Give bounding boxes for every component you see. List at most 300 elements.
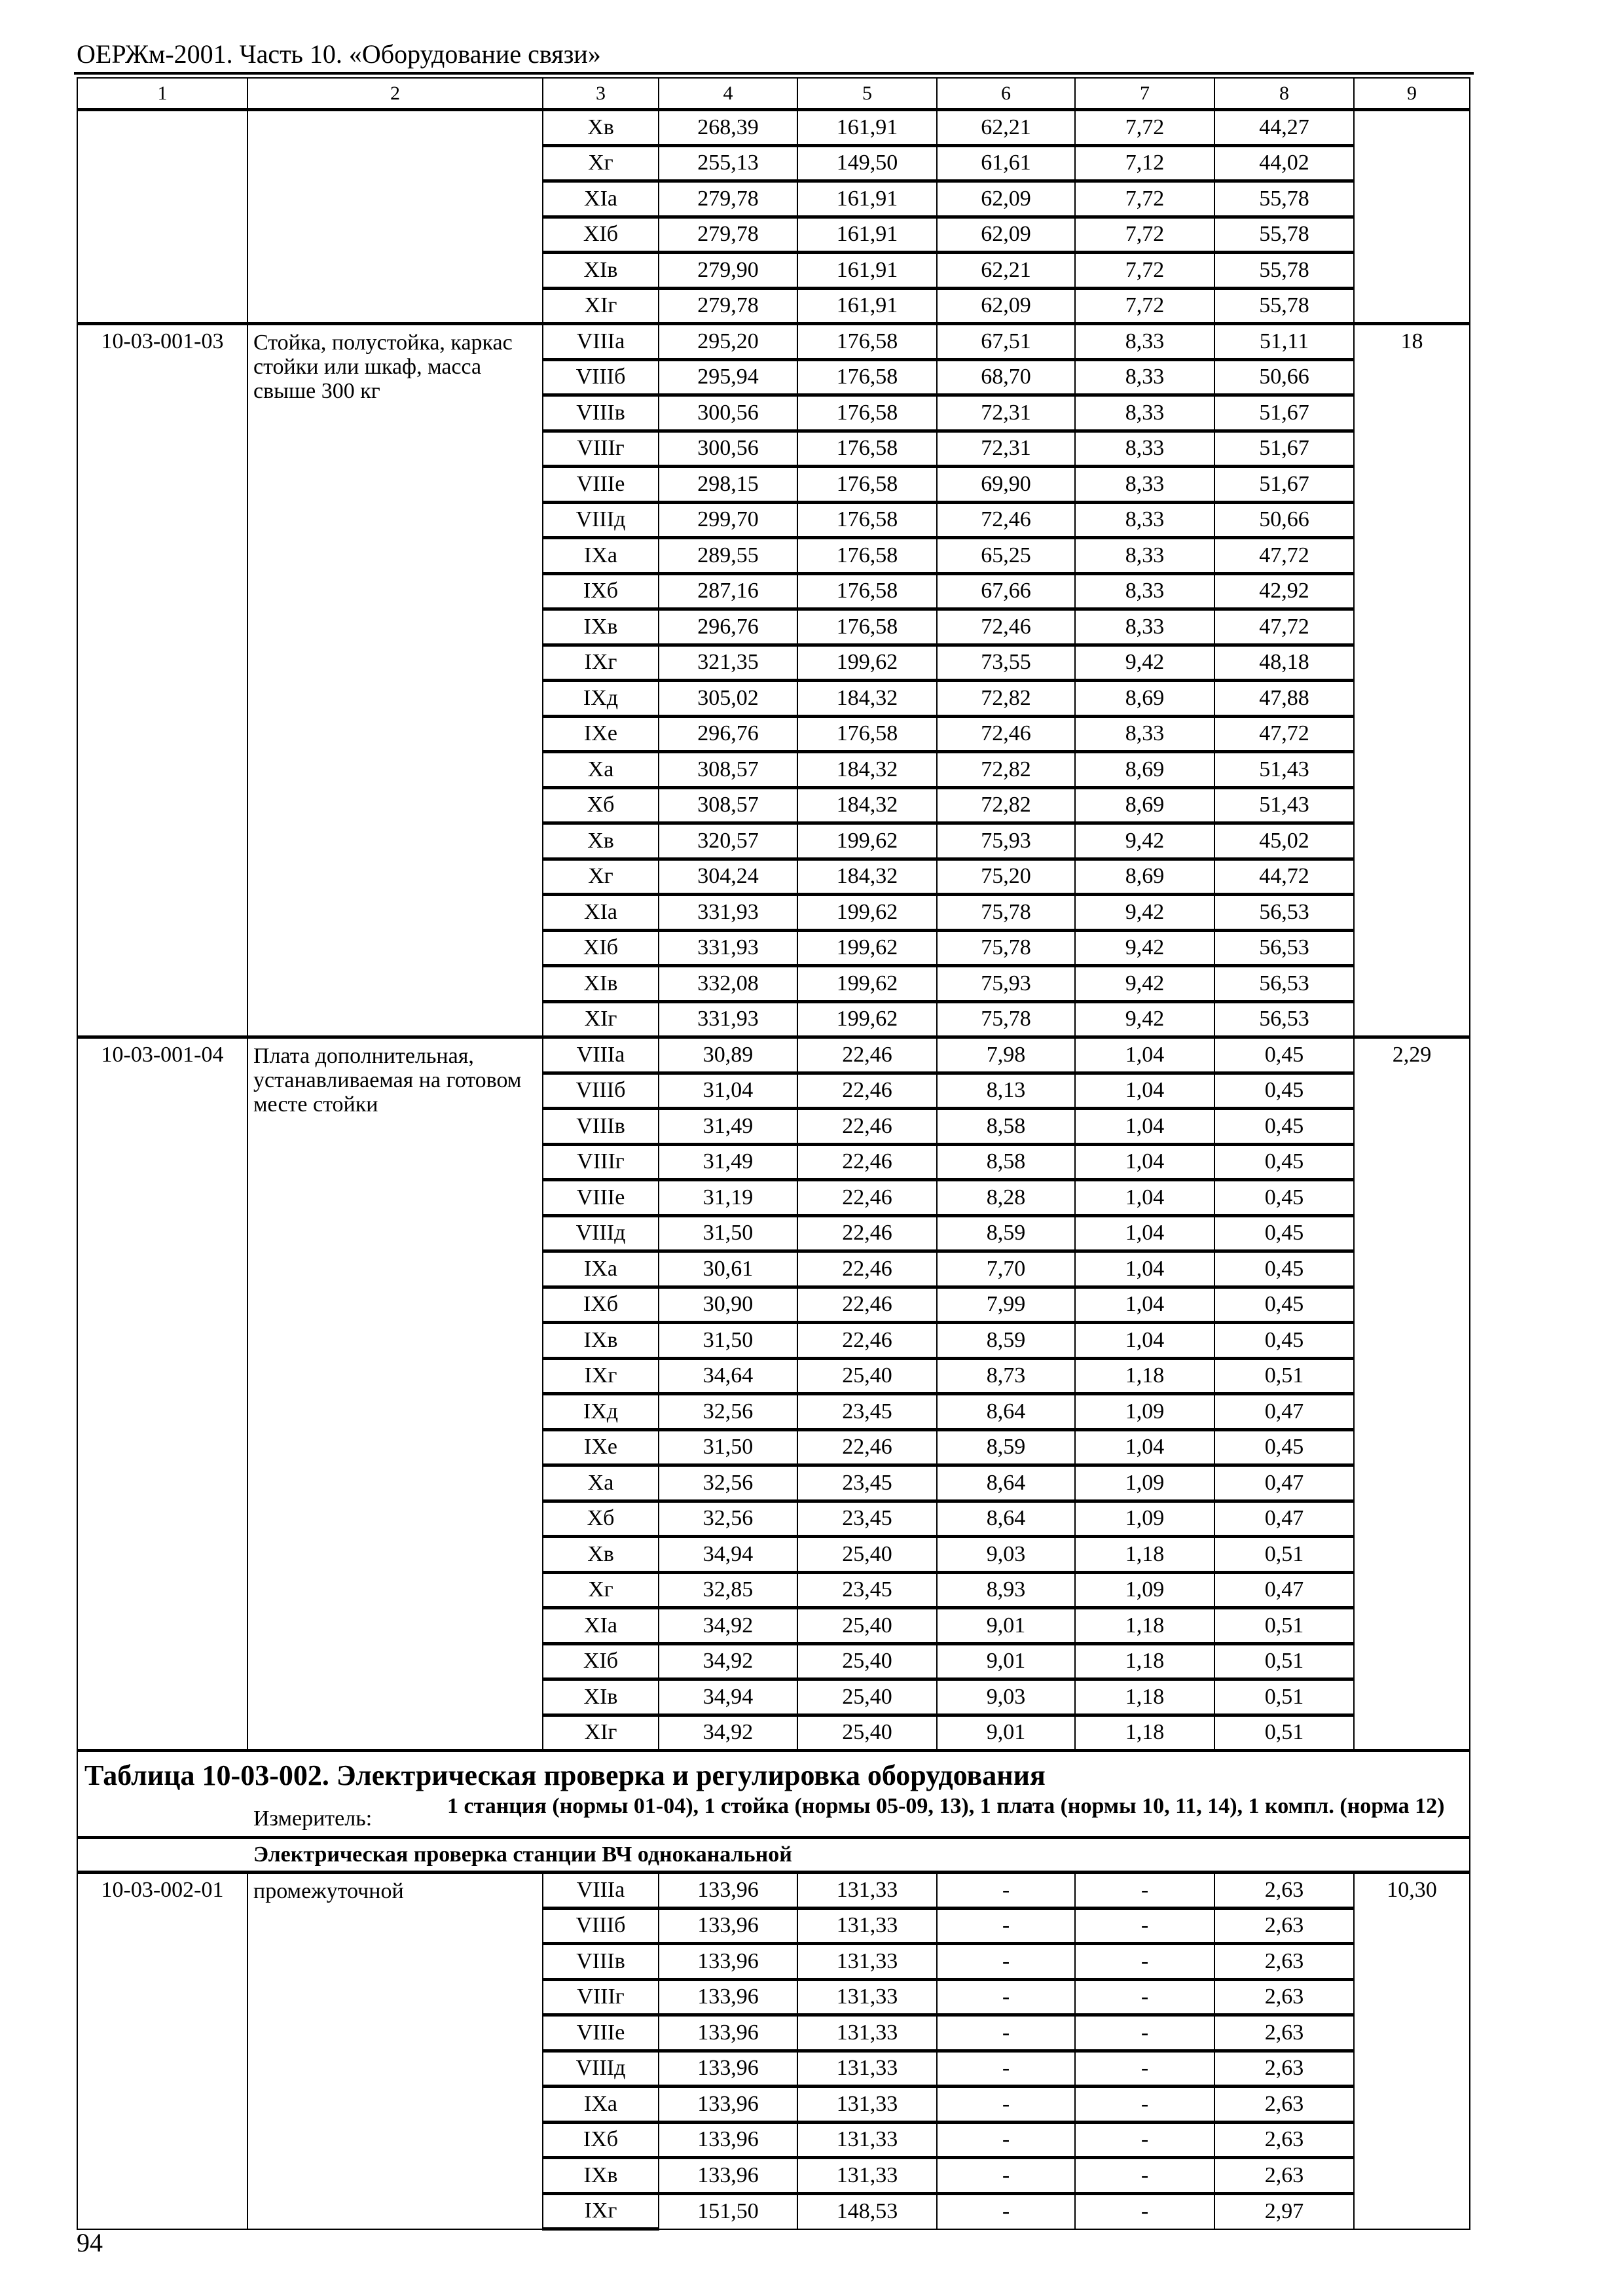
total-cost: 133,96 [659, 1944, 797, 1980]
total-cost: 31,19 [659, 1180, 797, 1216]
labor-cost: 23,45 [797, 1572, 937, 1608]
labor-cost: 199,62 [797, 966, 937, 1002]
machinist-wage: - [1075, 2051, 1214, 2087]
machinist-wage: 9,42 [1075, 645, 1214, 681]
machine-cost: 62,09 [937, 288, 1075, 324]
materials-cost: 55,78 [1214, 217, 1354, 253]
materials-cost: 2,63 [1214, 2122, 1354, 2158]
machine-cost: 8,59 [937, 1429, 1075, 1465]
machine-cost: 62,21 [937, 253, 1075, 289]
total-cost: 30,90 [659, 1287, 797, 1323]
materials-cost: 0,47 [1214, 1501, 1354, 1537]
materials-cost: 45,02 [1214, 823, 1354, 859]
labor-cost: 161,91 [797, 288, 937, 324]
region-code: XIб [543, 217, 659, 253]
region-code: VIIIа [543, 1037, 659, 1073]
region-code: VIIIг [543, 1144, 659, 1180]
materials-cost: 51,43 [1214, 787, 1354, 823]
labor-cost: 25,40 [797, 1358, 937, 1394]
region-code: XIв [543, 1679, 659, 1715]
region-code: VIIIа [543, 1873, 659, 1909]
total-cost: 34,64 [659, 1358, 797, 1394]
machine-cost: 67,66 [937, 573, 1075, 609]
labor-cost: 176,58 [797, 324, 937, 360]
materials-cost: 44,27 [1214, 110, 1354, 146]
materials-cost: 51,67 [1214, 431, 1354, 467]
region-code: IXб [543, 573, 659, 609]
machinist-wage: 8,33 [1075, 395, 1214, 431]
machinist-wage: 8,69 [1075, 859, 1214, 895]
labor-cost: 22,46 [797, 1429, 937, 1465]
labor-cost: 25,40 [797, 1537, 937, 1573]
labor-cost: 199,62 [797, 645, 937, 681]
total-cost: 289,55 [659, 538, 797, 574]
materials-cost: 2,63 [1214, 1908, 1354, 1944]
labor-cost: 199,62 [797, 895, 937, 931]
total-cost: 308,57 [659, 787, 797, 823]
materials-cost: 47,72 [1214, 716, 1354, 752]
machinist-wage: 7,72 [1075, 253, 1214, 289]
total-cost: 255,13 [659, 145, 797, 181]
labor-cost: 176,58 [797, 716, 937, 752]
total-cost: 133,96 [659, 2158, 797, 2194]
column-number: 5 [797, 78, 937, 110]
total-cost: 31,50 [659, 1323, 797, 1359]
labor-cost: 131,33 [797, 2122, 937, 2158]
machine-cost: - [937, 2051, 1075, 2087]
labor-hours: 2,29 [1354, 1037, 1470, 1751]
total-cost: 279,78 [659, 181, 797, 217]
total-cost: 332,08 [659, 966, 797, 1002]
total-cost: 30,89 [659, 1037, 797, 1073]
materials-cost: 47,88 [1214, 681, 1354, 717]
machinist-wage: 8,69 [1075, 681, 1214, 717]
labor-cost: 149,50 [797, 145, 937, 181]
materials-cost: 42,92 [1214, 573, 1354, 609]
total-cost: 133,96 [659, 2015, 797, 2051]
machine-cost: 8,93 [937, 1572, 1075, 1608]
region-code: VIIIб [543, 1908, 659, 1944]
total-cost: 299,70 [659, 502, 797, 538]
region-code: VIIIд [543, 2051, 659, 2087]
machine-cost: 8,73 [937, 1358, 1075, 1394]
machine-cost: 62,09 [937, 217, 1075, 253]
materials-cost: 56,53 [1214, 966, 1354, 1002]
total-cost: 31,50 [659, 1215, 797, 1251]
machinist-wage: 1,04 [1075, 1037, 1214, 1073]
materials-cost: 51,67 [1214, 395, 1354, 431]
total-cost: 295,20 [659, 324, 797, 360]
labor-cost: 148,53 [797, 2193, 937, 2229]
machine-cost: 75,78 [937, 930, 1075, 966]
norm-description: Стойка, полустойка, каркас стойки или шкаф, масса свыше 300 кг [247, 324, 543, 1037]
header-rule [74, 72, 1474, 75]
materials-cost: 0,47 [1214, 1465, 1354, 1501]
labor-cost: 23,45 [797, 1465, 937, 1501]
machine-cost: 75,78 [937, 895, 1075, 931]
column-number: 9 [1354, 78, 1470, 110]
region-code: Xв [543, 1537, 659, 1573]
total-cost: 133,96 [659, 1979, 797, 2015]
total-cost: 151,50 [659, 2193, 797, 2229]
region-code: IXд [543, 1394, 659, 1430]
machine-cost: 75,20 [937, 859, 1075, 895]
norm-code [77, 110, 247, 324]
machine-cost: 68,70 [937, 359, 1075, 395]
materials-cost: 51,67 [1214, 467, 1354, 503]
machinist-wage: 1,09 [1075, 1465, 1214, 1501]
region-code: XIа [543, 181, 659, 217]
labor-cost: 25,40 [797, 1608, 937, 1644]
machinist-wage: 9,42 [1075, 1001, 1214, 1037]
labor-cost: 131,33 [797, 2051, 937, 2087]
machine-cost: 8,28 [937, 1180, 1075, 1216]
materials-cost: 0,51 [1214, 1715, 1354, 1751]
machinist-wage: 1,18 [1075, 1679, 1214, 1715]
total-cost: 279,78 [659, 217, 797, 253]
column-number: 4 [659, 78, 797, 110]
table-row [77, 324, 1470, 360]
total-cost: 32,85 [659, 1572, 797, 1608]
region-code: XIб [543, 930, 659, 966]
labor-cost: 176,58 [797, 395, 937, 431]
labor-cost: 161,91 [797, 217, 937, 253]
materials-cost: 55,78 [1214, 288, 1354, 324]
column-number: 1 [77, 78, 247, 110]
region-code: IXе [543, 1429, 659, 1465]
machinist-wage: 1,04 [1075, 1180, 1214, 1216]
materials-cost: 0,51 [1214, 1643, 1354, 1679]
materials-cost: 0,51 [1214, 1679, 1354, 1715]
subsection-title: Электрическая проверка станции ВЧ одноканальной [253, 1842, 792, 1867]
labor-cost: 176,58 [797, 538, 937, 574]
region-code: VIIIг [543, 431, 659, 467]
total-cost: 34,92 [659, 1608, 797, 1644]
total-cost: 296,76 [659, 716, 797, 752]
region-code: XIв [543, 253, 659, 289]
machinist-wage: 1,04 [1075, 1215, 1214, 1251]
region-code: VIIIг [543, 1979, 659, 2015]
machine-cost: 73,55 [937, 645, 1075, 681]
machine-cost: - [937, 1979, 1075, 2015]
machine-cost: 8,13 [937, 1073, 1075, 1109]
total-cost: 133,96 [659, 2087, 797, 2123]
subsection-cell [77, 1838, 1470, 1873]
machinist-wage: 8,33 [1075, 573, 1214, 609]
norms-table [77, 77, 1470, 2231]
labor-cost: 22,46 [797, 1251, 937, 1287]
total-cost: 331,93 [659, 930, 797, 966]
total-cost: 331,93 [659, 1001, 797, 1037]
region-code: VIIIа [543, 324, 659, 360]
region-code: XIг [543, 1715, 659, 1751]
total-cost: 133,96 [659, 1908, 797, 1944]
machinist-wage: - [1075, 2122, 1214, 2158]
machinist-wage: 1,09 [1075, 1501, 1214, 1537]
materials-cost: 0,45 [1214, 1215, 1354, 1251]
machine-cost: - [937, 1908, 1075, 1944]
labor-cost: 131,33 [797, 2087, 937, 2123]
materials-cost: 2,63 [1214, 2051, 1354, 2087]
machinist-wage: 1,09 [1075, 1572, 1214, 1608]
machinist-wage: 1,04 [1075, 1251, 1214, 1287]
materials-cost: 0,45 [1214, 1109, 1354, 1145]
materials-cost: 0,47 [1214, 1394, 1354, 1430]
region-code: VIIIд [543, 502, 659, 538]
labor-cost: 199,62 [797, 930, 937, 966]
total-cost: 304,24 [659, 859, 797, 895]
region-code: IXг [543, 645, 659, 681]
machine-cost: 8,64 [937, 1501, 1075, 1537]
total-cost: 34,92 [659, 1643, 797, 1679]
norm-code: 10-03-001-03 [77, 324, 247, 1037]
machine-cost: 69,90 [937, 467, 1075, 503]
total-cost: 295,94 [659, 359, 797, 395]
machine-cost: - [937, 2122, 1075, 2158]
machinist-wage: 7,72 [1075, 288, 1214, 324]
total-cost: 30,61 [659, 1251, 797, 1287]
machine-cost: - [937, 2087, 1075, 2123]
machine-cost: 9,01 [937, 1608, 1075, 1644]
machinist-wage: 8,69 [1075, 787, 1214, 823]
region-code: Xа [543, 1465, 659, 1501]
materials-cost: 56,53 [1214, 1001, 1354, 1037]
materials-cost: 51,43 [1214, 752, 1354, 788]
machinist-wage: - [1075, 1908, 1214, 1944]
machine-cost: 67,51 [937, 324, 1075, 360]
table-row [77, 1873, 1470, 1909]
machinist-wage: 1,18 [1075, 1715, 1214, 1751]
machinist-wage: 7,72 [1075, 110, 1214, 146]
measure-value: 1 станция (нормы 01-04), 1 стойка (нормы 05-09, 13), 1 плата (нормы 10, 11, 14), 1 компл. (норма 12) [447, 1794, 1445, 1818]
norm-description: промежуточной [247, 1873, 543, 2229]
materials-cost: 44,72 [1214, 859, 1354, 895]
machine-cost: 75,78 [937, 1001, 1075, 1037]
materials-cost: 48,18 [1214, 645, 1354, 681]
machine-cost: 75,93 [937, 823, 1075, 859]
region-code: IXб [543, 1287, 659, 1323]
labor-cost: 176,58 [797, 609, 937, 645]
total-cost: 133,96 [659, 1873, 797, 1909]
machinist-wage: 1,04 [1075, 1073, 1214, 1109]
column-number-row [77, 78, 1470, 110]
machinist-wage: - [1075, 1873, 1214, 1909]
machinist-wage: - [1075, 2087, 1214, 2123]
total-cost: 279,78 [659, 288, 797, 324]
column-number: 7 [1075, 78, 1214, 110]
region-code: VIIIв [543, 395, 659, 431]
materials-cost: 0,51 [1214, 1358, 1354, 1394]
total-cost: 268,39 [659, 110, 797, 146]
region-code: VIIIв [543, 1109, 659, 1145]
machinist-wage: 1,04 [1075, 1109, 1214, 1145]
page-number: 94 [77, 2228, 103, 2257]
table-row [77, 1037, 1470, 1073]
labor-cost: 131,33 [797, 1908, 937, 1944]
labor-cost: 199,62 [797, 823, 937, 859]
labor-hours [1354, 110, 1470, 324]
machinist-wage: 9,42 [1075, 966, 1214, 1002]
table-title: Таблица 10-03-002. Электрическая проверка и регулировка оборудования [84, 1759, 1046, 1791]
machinist-wage: 9,42 [1075, 895, 1214, 931]
machine-cost: 75,93 [937, 966, 1075, 1002]
machinist-wage: 1,18 [1075, 1643, 1214, 1679]
total-cost: 279,90 [659, 253, 797, 289]
machinist-wage: 8,33 [1075, 467, 1214, 503]
materials-cost: 0,51 [1214, 1608, 1354, 1644]
column-number: 6 [937, 78, 1075, 110]
materials-cost: 2,63 [1214, 2087, 1354, 2123]
table-row [77, 110, 1470, 146]
labor-cost: 176,58 [797, 573, 937, 609]
machine-cost: 8,64 [937, 1465, 1075, 1501]
machine-cost: 65,25 [937, 538, 1075, 574]
materials-cost: 56,53 [1214, 930, 1354, 966]
machine-cost: 7,98 [937, 1037, 1075, 1073]
column-number: 2 [247, 78, 543, 110]
materials-cost: 0,45 [1214, 1144, 1354, 1180]
total-cost: 133,96 [659, 2122, 797, 2158]
materials-cost: 0,45 [1214, 1180, 1354, 1216]
machinist-wage: 1,04 [1075, 1287, 1214, 1323]
machine-cost: - [937, 2193, 1075, 2229]
column-number: 3 [543, 78, 659, 110]
machine-cost: - [937, 2158, 1075, 2194]
machine-cost: 9,01 [937, 1643, 1075, 1679]
column-number: 8 [1214, 78, 1354, 110]
machine-cost: - [937, 1944, 1075, 1980]
machinist-wage: - [1075, 2015, 1214, 2051]
machine-cost: 8,58 [937, 1144, 1075, 1180]
machinist-wage: 1,09 [1075, 1394, 1214, 1430]
total-cost: 133,96 [659, 2051, 797, 2087]
region-code: VIIIе [543, 467, 659, 503]
region-code: IXг [543, 1358, 659, 1394]
materials-cost: 0,45 [1214, 1429, 1354, 1465]
materials-cost: 0,45 [1214, 1251, 1354, 1287]
region-code: XIг [543, 1001, 659, 1037]
total-cost: 298,15 [659, 467, 797, 503]
region-code: IXв [543, 2158, 659, 2194]
region-code: XIб [543, 1643, 659, 1679]
machinist-wage: - [1075, 2193, 1214, 2229]
machinist-wage: 1,18 [1075, 1358, 1214, 1394]
labor-cost: 131,33 [797, 1873, 937, 1909]
machine-cost: 9,03 [937, 1537, 1075, 1573]
machine-cost: 72,46 [937, 609, 1075, 645]
materials-cost: 0,45 [1214, 1323, 1354, 1359]
labor-cost: 184,32 [797, 859, 937, 895]
subsection-row [77, 1838, 1470, 1873]
labor-cost: 161,91 [797, 110, 937, 146]
region-code: Xб [543, 787, 659, 823]
machinist-wage: 9,42 [1075, 930, 1214, 966]
region-code: VIIIв [543, 1944, 659, 1980]
materials-cost: 2,97 [1214, 2193, 1354, 2229]
materials-cost: 0,45 [1214, 1073, 1354, 1109]
labor-cost: 22,46 [797, 1037, 937, 1073]
machinist-wage: 9,42 [1075, 823, 1214, 859]
machine-cost: 72,46 [937, 716, 1075, 752]
total-cost: 32,56 [659, 1501, 797, 1537]
labor-cost: 25,40 [797, 1679, 937, 1715]
materials-cost: 0,45 [1214, 1037, 1354, 1073]
labor-cost: 22,46 [797, 1109, 937, 1145]
total-cost: 296,76 [659, 609, 797, 645]
machine-cost: 62,21 [937, 110, 1075, 146]
labor-cost: 184,32 [797, 787, 937, 823]
total-cost: 31,49 [659, 1144, 797, 1180]
labor-cost: 161,91 [797, 253, 937, 289]
machine-cost: 7,70 [937, 1251, 1075, 1287]
region-code: Xб [543, 1501, 659, 1537]
table-heading-row [77, 1751, 1470, 1838]
materials-cost: 0,51 [1214, 1537, 1354, 1573]
machinist-wage: - [1075, 2158, 1214, 2194]
region-code: IXд [543, 681, 659, 717]
machine-cost: - [937, 1873, 1075, 1909]
norms-sheet [77, 77, 1469, 2231]
total-cost: 300,56 [659, 395, 797, 431]
machinist-wage: 7,12 [1075, 145, 1214, 181]
total-cost: 31,50 [659, 1429, 797, 1465]
region-code: IXв [543, 609, 659, 645]
materials-cost: 51,11 [1214, 324, 1354, 360]
materials-cost: 44,02 [1214, 145, 1354, 181]
labor-cost: 131,33 [797, 2158, 937, 2194]
machine-cost: 62,09 [937, 181, 1075, 217]
total-cost: 31,04 [659, 1073, 797, 1109]
table-heading [77, 1751, 1470, 1838]
region-code: Xг [543, 1572, 659, 1608]
machinist-wage: - [1075, 1979, 1214, 2015]
materials-cost: 50,66 [1214, 359, 1354, 395]
labor-cost: 22,46 [797, 1215, 937, 1251]
machine-cost: 72,82 [937, 752, 1075, 788]
materials-cost: 0,47 [1214, 1572, 1354, 1608]
materials-cost: 2,63 [1214, 1979, 1354, 2015]
materials-cost: 55,78 [1214, 253, 1354, 289]
labor-cost: 176,58 [797, 467, 937, 503]
region-code: VIIIб [543, 359, 659, 395]
norm-description: Плата дополнительная, устанавливаемая на готовом месте стойки [247, 1037, 543, 1751]
total-cost: 287,16 [659, 573, 797, 609]
total-cost: 331,93 [659, 895, 797, 931]
labor-cost: 176,58 [797, 359, 937, 395]
running-head: ОЕРЖм-2001. Часть 10. «Оборудование связи» [77, 39, 601, 69]
machinist-wage: 1,04 [1075, 1429, 1214, 1465]
region-code: VIIIд [543, 1215, 659, 1251]
labor-cost: 131,33 [797, 1944, 937, 1980]
machine-cost: 9,03 [937, 1679, 1075, 1715]
region-code: IXв [543, 1323, 659, 1359]
total-cost: 308,57 [659, 752, 797, 788]
measure-unit [78, 1793, 1469, 1836]
materials-cost: 0,45 [1214, 1287, 1354, 1323]
region-code: IXб [543, 2122, 659, 2158]
machine-cost: 8,58 [937, 1109, 1075, 1145]
labor-cost: 176,58 [797, 502, 937, 538]
materials-cost: 2,63 [1214, 1944, 1354, 1980]
machinist-wage: 8,69 [1075, 752, 1214, 788]
labor-cost: 22,46 [797, 1073, 937, 1109]
total-cost: 31,49 [659, 1109, 797, 1145]
total-cost: 32,56 [659, 1465, 797, 1501]
labor-cost: 22,46 [797, 1180, 937, 1216]
norm-code: 10-03-001-04 [77, 1037, 247, 1751]
labor-cost: 22,46 [797, 1287, 937, 1323]
total-cost: 34,92 [659, 1715, 797, 1751]
